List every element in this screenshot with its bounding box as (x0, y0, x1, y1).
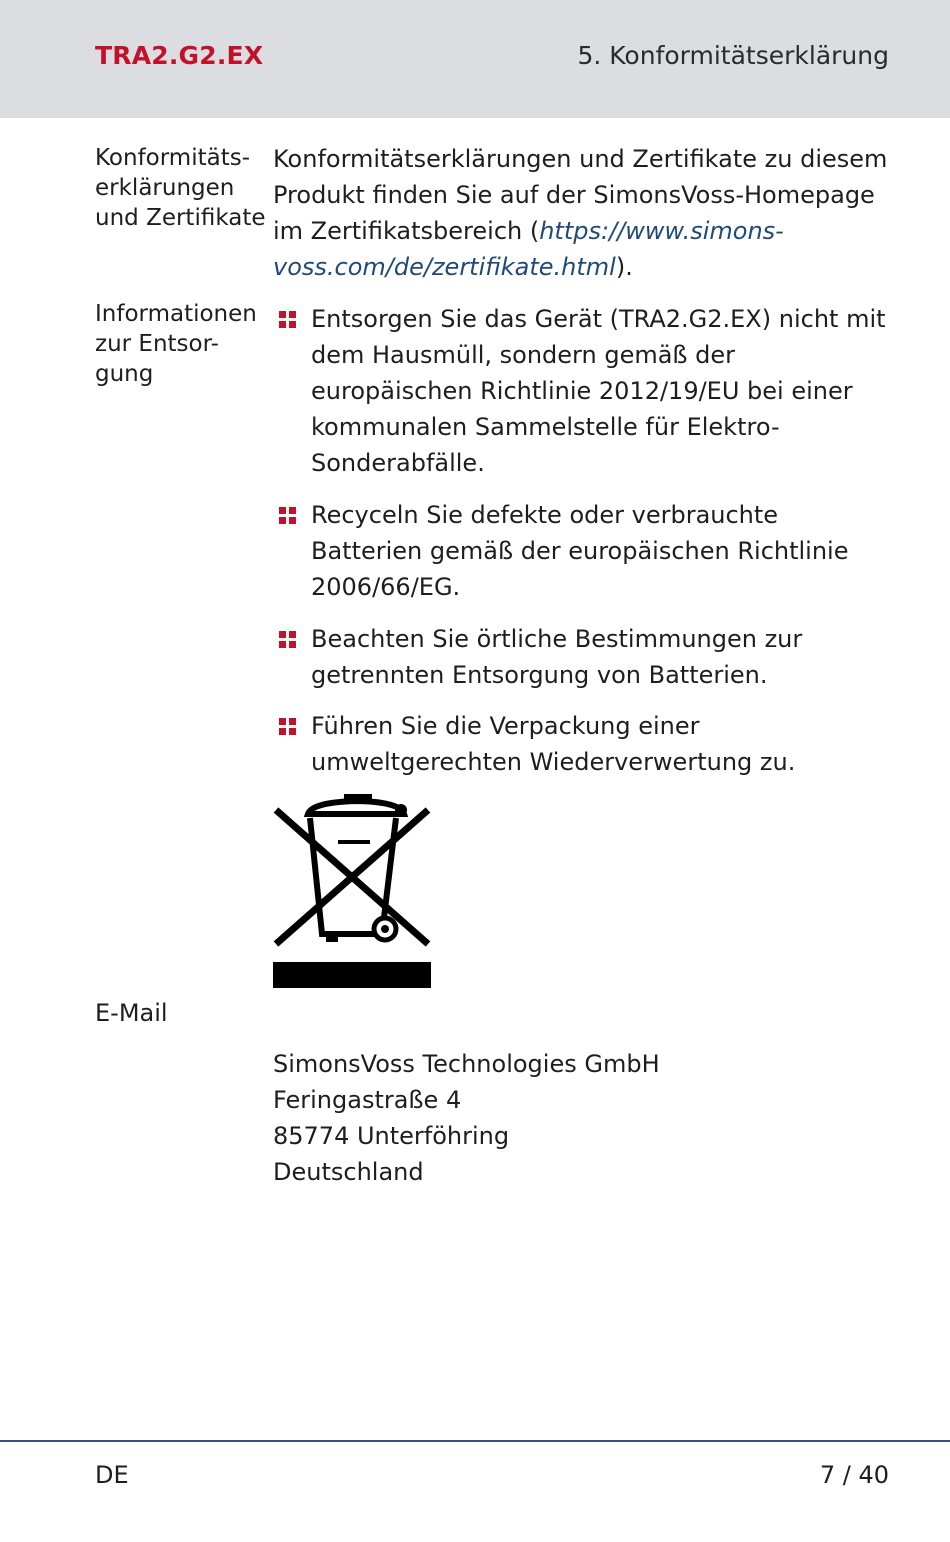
disposal-label: Informationen zur Entsor- gung (95, 301, 257, 387)
footer-divider (0, 1440, 950, 1442)
page-number: 7 / 40 (819, 1461, 889, 1489)
page-header (0, 0, 950, 118)
bullet-icon (279, 507, 297, 525)
email-label: E-Mail (95, 999, 168, 1027)
city: 85774 Unterföhring (273, 1122, 510, 1150)
conformity-text: Konformitätserklärungen und Zertifikate zu diesem Produkt finden Sie auf der SimonsVoss-Homepage im Zertifikatsbereich (https://www.simons-voss.com/de/zertifikate.html). (273, 145, 888, 281)
chapter-title: 5. Konformitätserklärung (577, 41, 889, 70)
country: Deutschland (273, 1158, 424, 1186)
crossed-out-wheelie-bin-icon (272, 792, 432, 990)
footer-language: DE (95, 1461, 129, 1489)
bullet-icon (279, 631, 297, 649)
address-block (273, 1046, 660, 1190)
bullet-icon (279, 311, 297, 329)
street: Feringastraße 4 (273, 1086, 462, 1114)
product-name: TRA2.G2.EX (95, 41, 264, 70)
company-name: SimonsVoss Technologies GmbH (273, 1050, 660, 1078)
bullet-icon (279, 718, 297, 736)
conformity-label: Konformitäts- erklärungen und Zertifikate (95, 145, 266, 231)
certificates-link[interactable]: https://www.simons-voss.com/de/zertifikate.html (273, 217, 784, 281)
